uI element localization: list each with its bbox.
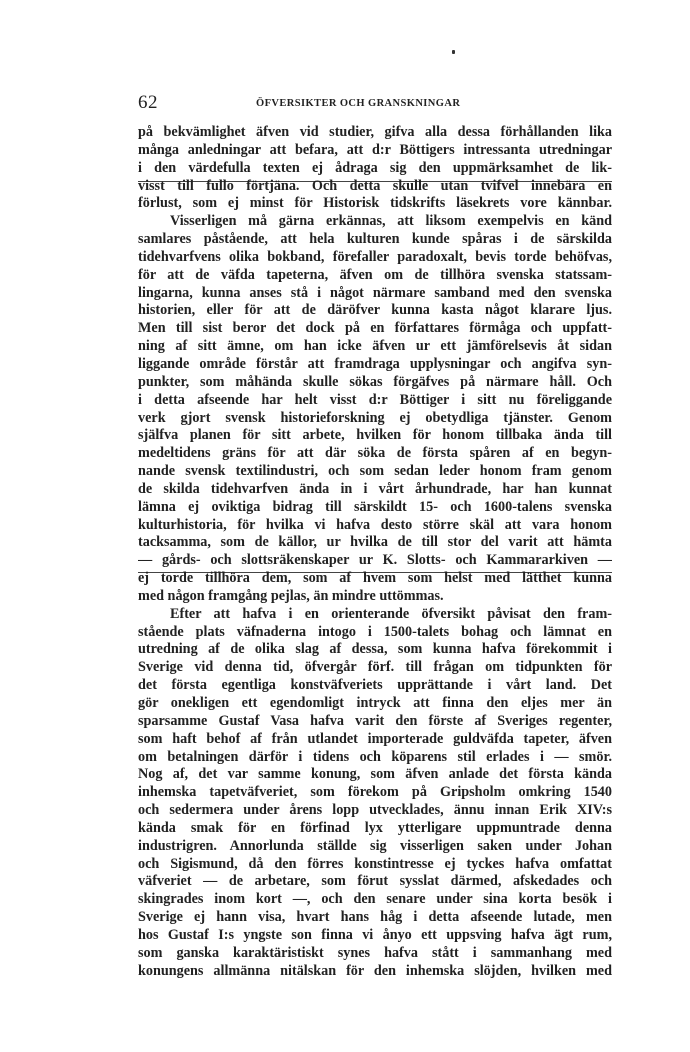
text-line: förlust, som ej minst för Historisk tidskrifts läsekrets vore kännbar. [138,195,612,212]
text-line: konungens allmänna nitälskan för den inhemska slöjden, hvilken med [138,962,612,979]
text-line: Visserligen må gärna erkännas, att liksom exempelvis en känd [170,213,612,230]
text-line: utredning af de olika slag af dessa, som kunna hafva förekommit i [138,641,612,658]
text-line: hos Gustaf I:s yngste son finna vi ånyo ett uppsving hafva ägt rum, [138,926,612,943]
text-line: liggande område förstår att framdraga upplysningar och angifva syn- [138,355,612,372]
text-line: i den värdefulla texten ej ådraga sig den uppmärksamhet de lik- [138,159,612,176]
text-line: Nog af, det var samme konung, som äfven anlade det första kända [138,766,612,783]
text-line: inhemska tapetväfveriet, som förekom på Gripsholm omkring 1540 [138,784,612,801]
text-line: ej torde tillhöra dem, som af hvem som helst med lätthet kunna [138,570,612,587]
text-line: i detta afseende har helt visst d:r Böttiger i sitt nu föreliggande [138,391,612,408]
text-line: de skilda tidehvarfven ända in i vårt århundrade, har han kunnat [138,480,612,497]
text-line: tidehvarfvens olika bokband, förefaller paradoxalt, bevis torde behöfvas, [138,248,612,265]
text-line: ning af sitt ämne, om han icke äfven ur ett jämförelsevis åt sidan [138,338,612,355]
text-line: sparsamme Gustaf Vasa hafva varit den förste af Sveriges regenter, [138,712,612,729]
text-line: nande svensk textilindustri, och som sedan leder honom fram genom [138,463,612,480]
running-head: ÖFVERSIKTER OCH GRANSKNINGAR [256,98,461,109]
text-line: och Sigismund, då den förres konstintresse ej tyckes hafva omfattat [138,855,612,872]
text-line: stående plats väfnaderna intogo i 1500-talets bohag och lämnat en [138,623,612,640]
text-line: många anledningar att befara, att d:r Böttigers intressanta utredningar [138,141,612,158]
page-header [138,92,612,114]
text-line: som haft behof af från utlandet importerade guldväfda tapeter, äfven [138,730,612,747]
text-line: medeltidens gräns för att där söka de första spåren af en begyn- [138,445,612,462]
text-line: för att de väfda tapeterna, äfven om de tillhöra svenska statssam- [138,266,612,283]
text-line: punkter, som måhända skulle sökas förgäfves på närmare håll. Och [138,373,612,390]
text-line: gör onekligen ett egendomligt intryck att finna den eljes mer än [138,695,612,711]
page-number: 62 [138,92,158,113]
text-line: — gårds- och slottsräkenskaper ur K. Slotts- och Kammararkiven — [138,552,612,569]
text-line: kända smak för en förfinad lyx ytterligare uppmuntrade denna [138,819,612,836]
text-line: Sverige ej hann visa, hvart hans håg i detta afseende lutade, men [138,909,612,926]
text-line: som ganska karaktäristiskt synes hafva stått i sammanhang med [138,944,612,961]
text-line: industrigren. Annorlunda ställde sig visserligen saken under Johan [138,837,612,854]
text-line: Sverige vid denna tid, öfvergår förf. till frågan om tidpunkten för [138,659,612,676]
text-line: Efter att hafva i en orienterande öfversikt påvisat den fram- [170,605,612,622]
text-line: visst till fullo förtjäna. Och detta skulle utan tvifvel innebära en [138,177,612,194]
text-line: tacksamma, som de källor, ur hvilka de till stor del varit att hämta [138,534,612,551]
text-line: det första egentliga konstväfveriets upprättande i vårt land. Det [138,677,612,694]
body-text [138,124,612,981]
text-line: lingarna, kunna anses stå i något närmare samband med den svenska [138,284,612,301]
text-line: historien, eller för att de däröfver kunna kasta något klarare ljus. [138,302,612,319]
text-line: själfva planen för sitt arbete, hvilken för honom tillbaka ända till [138,427,612,444]
text-line: verk gjort svensk historieforskning ej obetydliga tjänster. Genom [138,409,612,426]
text-line: kulturhistoria, för hvilka vi hafva desto större skäl att vara honom [138,516,612,533]
text-line: på bekvämlighet äfven vid studier, gifva alla dessa förhållanden lika [138,124,612,140]
text-line: samlares påstående, att hela kulturen kunde spåras i de särskilda [138,231,612,248]
text-line: om betalningen därför i tidens och köparens stil erlades i — smör. [138,748,612,765]
text-line: lämna ej oviktiga bidrag till särskildt 15- och 1600-talens svenska [138,498,612,515]
text-line: väfveriet — de arbetare, som förut sysslat därmed, afskedades och [138,873,612,890]
text-line: med någon framgång pejlas, än mindre uttömmas. [138,587,444,604]
text-line: skingrades inom kort —, och den senare under sina korta besök i [138,891,612,908]
ink-speck [452,50,455,54]
text-line: Men till sist beror det dock på en författares förmåga och uppfatt- [138,320,612,337]
text-line: och sedermera under årens lopp utvecklades, ännu innan Erik XIV:s [138,802,612,819]
